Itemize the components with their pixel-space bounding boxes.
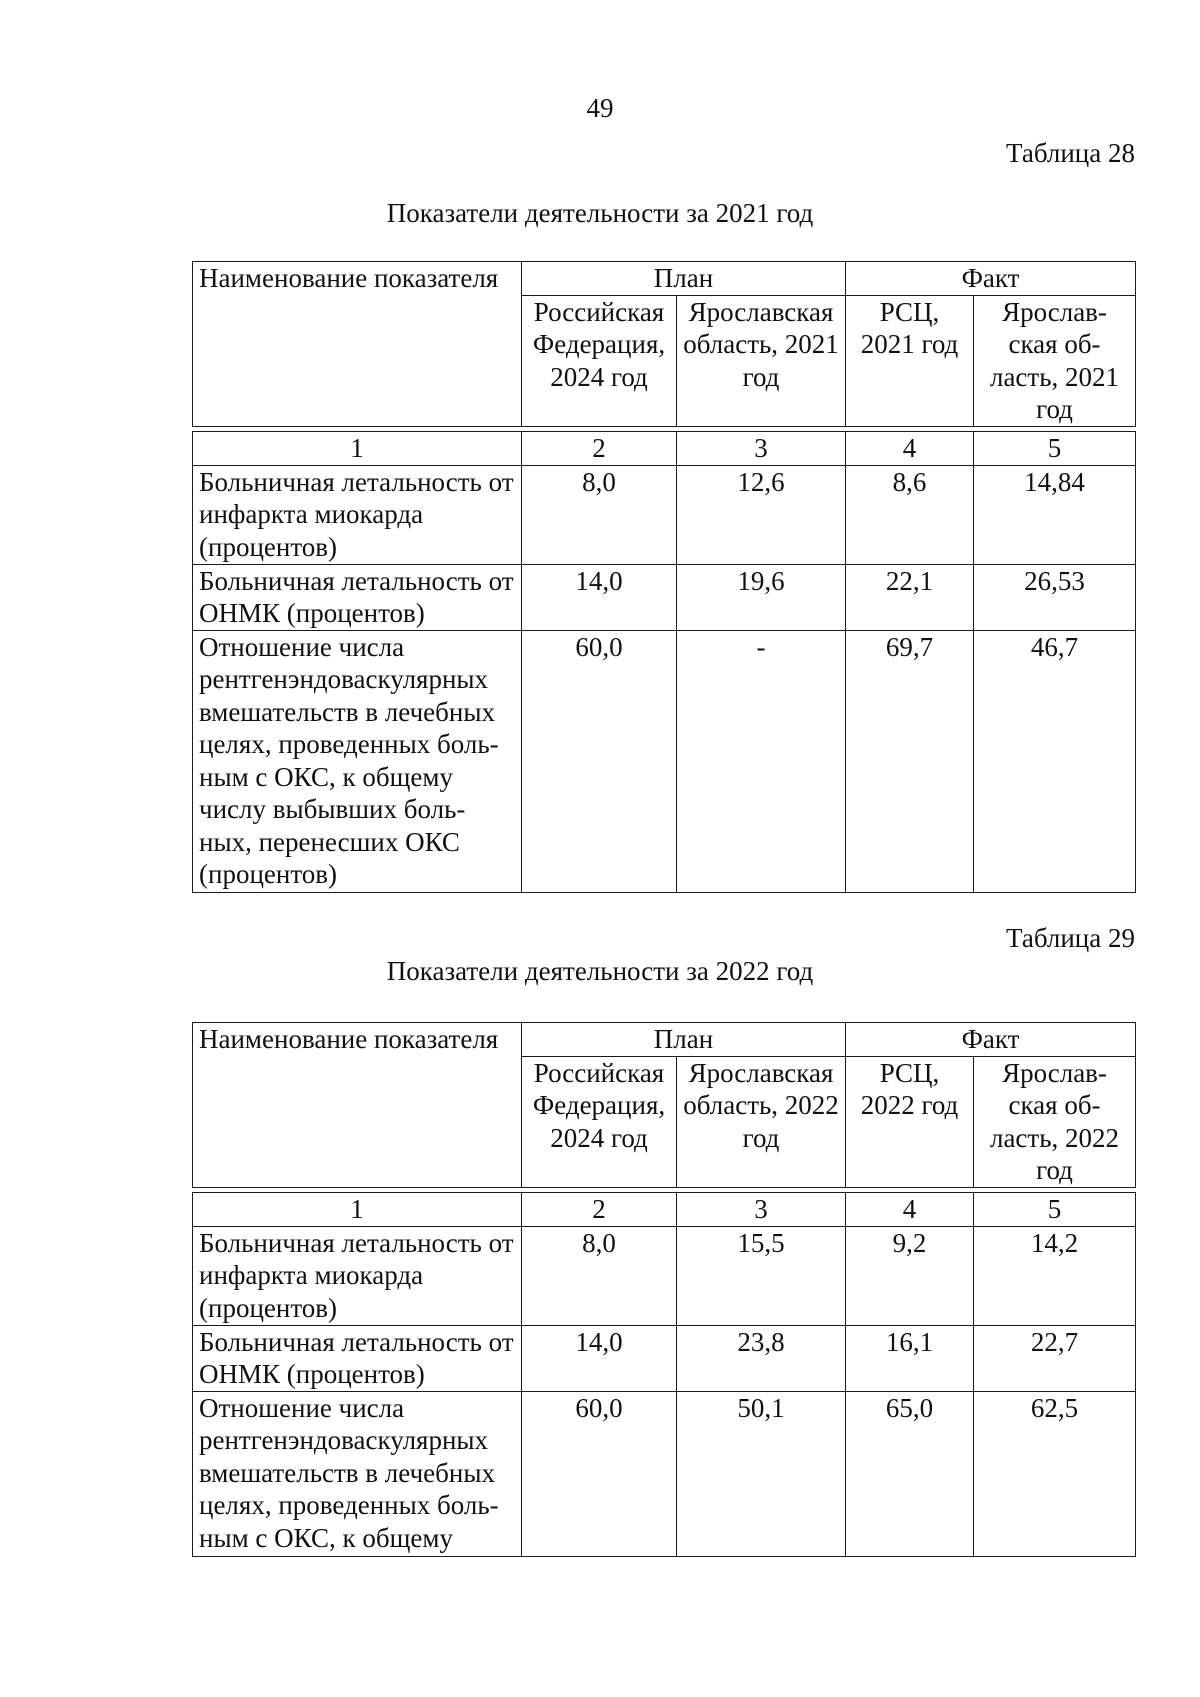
table-header — [192, 1022, 1136, 1188]
column-number: 2 — [522, 431, 677, 465]
column-number: 5 — [974, 431, 1136, 465]
header-yaroslavl-fact: Ярослав-ская об-ласть, 2022 год — [974, 1056, 1136, 1187]
column-number-row — [193, 1192, 1136, 1226]
header-yaroslavl-plan: Ярославская область, 2022 год — [677, 1056, 846, 1187]
indicator-name: Больничная летальность от ОНМК (процентов) — [193, 1325, 522, 1391]
value-cell: 26,53 — [974, 564, 1136, 630]
header-russian-federation: Российская Федерация, 2024 год — [522, 1056, 677, 1187]
table-header — [192, 261, 1136, 427]
value-cell: 16,1 — [846, 1325, 974, 1391]
indicator-name: Отношение числа рентгенэндоваскулярных вмешательств в лечебных целях, проведенных боль-ным с ОКС, к общему — [193, 1391, 522, 1556]
header-indicator-name: Наименование показателя — [193, 1023, 522, 1188]
table-row — [193, 1226, 1136, 1325]
column-number-row — [193, 431, 1136, 465]
value-cell: 8,0 — [522, 1226, 677, 1325]
value-cell: - — [677, 630, 846, 892]
page-number: 49 — [586, 93, 614, 123]
value-cell: 46,7 — [974, 630, 1136, 892]
value-cell: 8,6 — [846, 465, 974, 564]
value-cell: 60,0 — [522, 630, 677, 892]
indicator-name: Больничная летальность от инфаркта миокарда (процентов) — [193, 465, 522, 564]
header-plan: План — [522, 262, 846, 296]
value-cell: 69,7 — [846, 630, 974, 892]
column-number: 1 — [193, 1192, 522, 1226]
column-number: 5 — [974, 1192, 1136, 1226]
header-rsc: РСЦ, 2021 год — [846, 295, 974, 426]
value-cell: 9,2 — [846, 1226, 974, 1325]
header-fact: Факт — [846, 1023, 1136, 1057]
table-caption: Таблица 29 — [1006, 923, 1135, 953]
value-cell: 19,6 — [677, 564, 846, 630]
column-number: 4 — [846, 431, 974, 465]
header-yaroslavl-plan: Ярославская область, 2021 год — [677, 295, 846, 426]
value-cell: 50,1 — [677, 1391, 846, 1556]
column-number: 1 — [193, 431, 522, 465]
indicators-table-2021 — [192, 261, 1135, 893]
value-cell: 23,8 — [677, 1325, 846, 1391]
table-row — [193, 630, 1136, 892]
table-title: Показатели деятельности за 2022 год — [386, 956, 814, 986]
table-row — [193, 1391, 1136, 1556]
value-cell: 12,6 — [677, 465, 846, 564]
column-number: 3 — [677, 431, 846, 465]
table-body — [192, 1192, 1136, 1557]
value-cell: 8,0 — [522, 465, 677, 564]
header-rsc: РСЦ, 2022 год — [846, 1056, 974, 1187]
column-number: 2 — [522, 1192, 677, 1226]
header-russian-federation: Российская Федерация, 2024 год — [522, 295, 677, 426]
column-number: 3 — [677, 1192, 846, 1226]
indicator-name: Отношение числа рентгенэндоваскулярных вмешательств в лечебных целях, проведенных боль-ным с ОКС, к общему числу выбывших боль-ных, перенесших ОКС (процентов) — [193, 630, 522, 892]
table-caption: Таблица 28 — [1006, 138, 1135, 168]
value-cell: 14,0 — [522, 564, 677, 630]
value-cell: 62,5 — [974, 1391, 1136, 1556]
column-number: 4 — [846, 1192, 974, 1226]
indicator-name: Больничная летальность от ОНМК (процентов) — [193, 564, 522, 630]
value-cell: 60,0 — [522, 1391, 677, 1556]
table-body — [192, 431, 1136, 893]
value-cell: 15,5 — [677, 1226, 846, 1325]
table-title: Показатели деятельности за 2021 год — [386, 198, 814, 228]
value-cell: 14,84 — [974, 465, 1136, 564]
indicators-table-2022 — [192, 1022, 1135, 1557]
header-plan: План — [522, 1023, 846, 1057]
table-row — [193, 564, 1136, 630]
indicator-name: Больничная летальность от инфаркта миокарда (процентов) — [193, 1226, 522, 1325]
value-cell: 22,7 — [974, 1325, 1136, 1391]
header-yaroslavl-fact: Ярослав-ская об-ласть, 2021 год — [974, 295, 1136, 426]
header-fact: Факт — [846, 262, 1136, 296]
value-cell: 22,1 — [846, 564, 974, 630]
header-indicator-name: Наименование показателя — [193, 262, 522, 427]
value-cell: 65,0 — [846, 1391, 974, 1556]
table-row — [193, 1325, 1136, 1391]
value-cell: 14,0 — [522, 1325, 677, 1391]
value-cell: 14,2 — [974, 1226, 1136, 1325]
table-row — [193, 465, 1136, 564]
